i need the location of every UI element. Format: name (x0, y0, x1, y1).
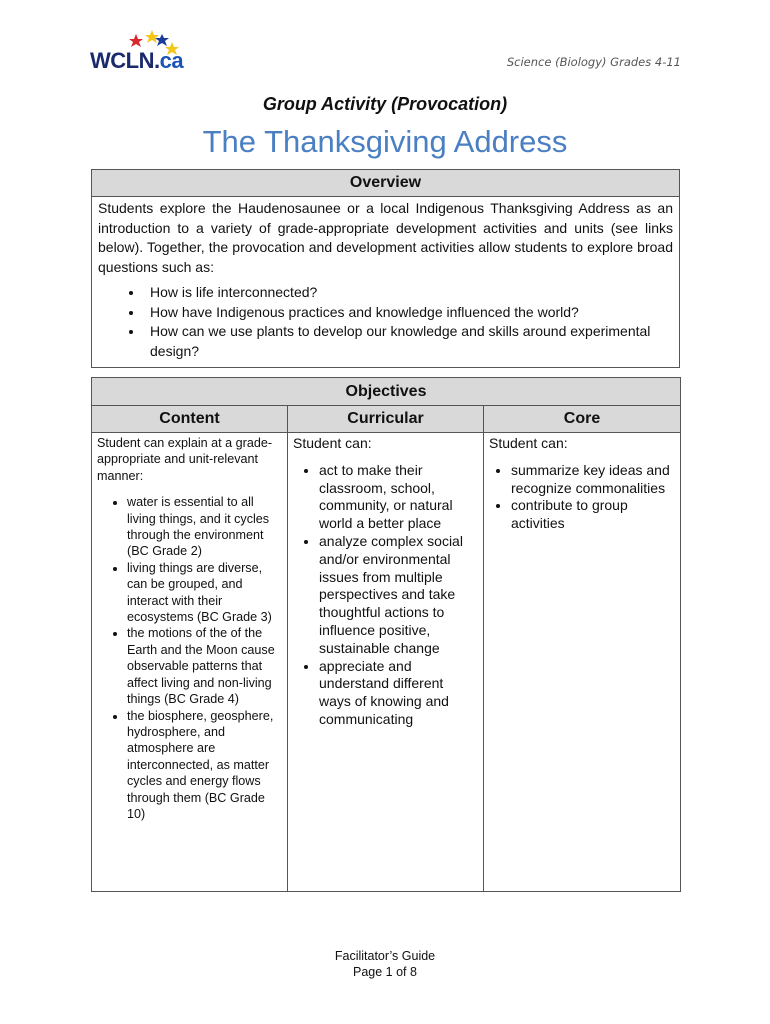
content-item: • living things are diverse, can be grouped, and interact with their ecosystems (BC Grade 3) (127, 560, 282, 626)
question-item: • How is life interconnected? (144, 283, 673, 303)
content-item: • the motions of the of the Earth and the Moon cause observable patterns that affect living and non-living things (BC Grade 4) (127, 625, 282, 707)
curricular-item: • appreciate and understand different ways of knowing and communicating (319, 658, 478, 729)
core-list (489, 462, 675, 533)
content-lead: Student can explain at a grade-appropriate and unit-relevant manner: (97, 436, 273, 483)
curricular-lead: Student can: (293, 435, 372, 451)
overview-intro: Students explore the Haudenosaunee or a local Indigenous Thanksgiving Address as an introduction to a variety of grade-appropriate development activities and units (see links below). Together, the provocation and development activities allow students to explore broad questions such as: (98, 200, 673, 275)
subject-label: Science (Biology) Grades 4-11 (506, 55, 681, 69)
overview-heading: Overview (92, 170, 680, 197)
curricular-item: • analyze complex social and/or environmental issues from multiple perspectives and take thoughtful actions to influence positive, sustainable change (319, 533, 478, 658)
activity-type: Group Activity (Provocation) (262, 94, 508, 114)
question-list (98, 283, 673, 361)
page-footer (0, 948, 770, 980)
curricular-cell (288, 433, 484, 892)
core-cell (484, 433, 681, 892)
page-number: Page 1 of 8 (353, 965, 417, 979)
core-lead: Student can: (489, 435, 568, 451)
overview-table (91, 169, 680, 368)
content-list (97, 494, 282, 822)
column-header-curricular: Curricular (288, 406, 484, 433)
logo-wordmark: WCLN.ca (90, 48, 184, 73)
wcln-logo (90, 28, 190, 74)
content-item: • the biosphere, geosphere, hydrosphere, and atmosphere are interconnected, as matter cycles and energy flows through them (BC Grade 10) (127, 708, 282, 823)
footer-guide: Facilitator’s Guide (334, 949, 436, 963)
page-title: The Thanksgiving Address (202, 124, 568, 159)
core-item: • contribute to group activities (511, 497, 675, 533)
objectives-heading: Objectives (92, 378, 681, 406)
core-item: • summarize key ideas and recognize commonalities (511, 462, 675, 498)
overview-body (92, 197, 680, 368)
content-item: • water is essential to all living things, and it cycles through the environment (BC Grade 2) (127, 494, 282, 560)
column-header-content: Content (92, 406, 288, 433)
objectives-table (91, 377, 681, 892)
column-header-core: Core (484, 406, 681, 433)
question-item: • How have Indigenous practices and knowledge influenced the world? (144, 303, 673, 323)
question-item: • How can we use plants to develop our knowledge and skills around experimental design? (144, 322, 673, 361)
curricular-list (293, 462, 478, 729)
curricular-item: • act to make their classroom, school, community, or natural world a better place (319, 462, 478, 533)
content-cell (92, 433, 288, 892)
